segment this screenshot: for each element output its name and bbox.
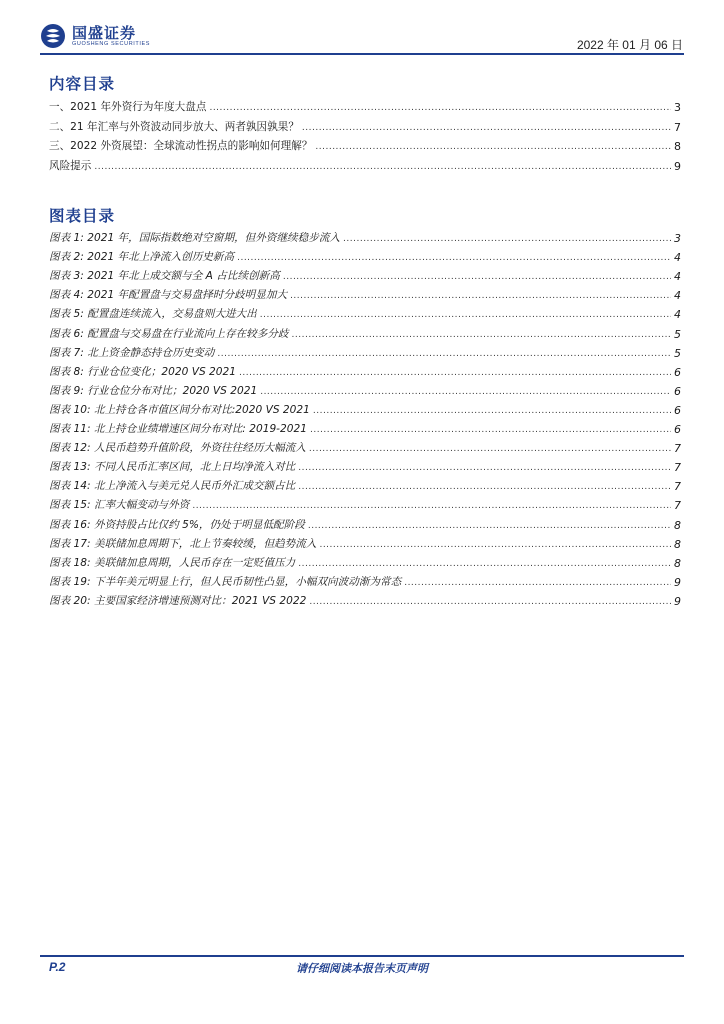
dot-leader (315, 141, 671, 153)
toc-entry-label: 图表 19: 下半年美元明显上行，但人民币韧性凸显，小幅双向波动渐为常态 (49, 575, 402, 588)
toc-entry-label: 二、21 年汇率与外资波动同步放大、两者孰因孰果？ (49, 120, 299, 133)
dot-leader (260, 386, 671, 398)
toc-entry-page: 7 (674, 120, 681, 134)
toc-entry-page: 8 (674, 537, 681, 551)
figure-toc-entry[interactable] (49, 589, 681, 608)
dot-leader (217, 348, 671, 360)
toc-entry-page: 8 (674, 518, 681, 532)
logo-text (72, 25, 150, 48)
toc-entry-page: 3 (674, 232, 681, 246)
dot-leader (192, 500, 671, 512)
dot-leader (94, 161, 671, 173)
dot-leader (309, 596, 671, 608)
toc-entry-page: 6 (674, 423, 681, 437)
toc-entry-label: 图表 13: 不同人民币汇率区间，北上日均净流入对比 (49, 461, 296, 474)
toc-entry-label: 图表 16: 外资持股占比仅约 5%，仍处于明显低配阶段 (49, 518, 305, 531)
dot-leader (404, 577, 671, 589)
toc-entry-label: 图表 3: 2021 年北上成交额与全 A 占比续创新高 (49, 270, 280, 283)
figure-toc-entry[interactable] (49, 264, 681, 283)
toc-entry-label: 图表 9: 行业仓位分布对比；2020 VS 2021 (49, 384, 258, 397)
toc-entry-label: 一、2021 年外资行为年度大盘点 (49, 100, 207, 113)
toc-entry-label: 图表 2: 2021 年北上净流入创历史新高 (49, 251, 235, 264)
content-toc-title: 内容目录 (49, 75, 116, 93)
toc-entry-page: 9 (674, 160, 681, 174)
figure-toc-entry[interactable] (49, 245, 681, 264)
toc-entry-page: 3 (674, 100, 681, 114)
figure-toc-title: 图表目录 (49, 207, 116, 225)
footer-divider (40, 955, 684, 957)
company-logo (40, 22, 150, 50)
figure-toc-entry[interactable] (49, 398, 681, 417)
toc-entry-page: 7 (674, 499, 681, 513)
dot-leader (319, 539, 671, 551)
dot-leader (310, 424, 671, 436)
toc-entry-page: 8 (674, 556, 681, 570)
disclaimer-note: 请仔细阅读本报告末页声明 (296, 962, 428, 975)
dot-leader (309, 443, 671, 455)
toc-entry-label: 图表 15: 汇率大幅变动与外资 (49, 499, 190, 512)
toc-entry-label: 图表 6: 配置盘与交易盘在行业流向上存在较多分歧 (49, 327, 289, 340)
toc-entry-label: 图表 20: 主要国家经济增速预测对比：2021 VS 2022 (49, 594, 307, 607)
toc-entry-page: 6 (674, 365, 681, 379)
toc-entry-label: 图表 14: 北上净流入与美元兑人民币外汇成交额占比 (49, 480, 296, 493)
dot-leader (290, 290, 671, 302)
toc-entry-page: 5 (674, 327, 681, 341)
toc-entry-label: 图表 18: 美联储加息周期，人民币存在一定贬值压力 (49, 556, 296, 569)
figure-toc-entry[interactable] (49, 532, 681, 551)
content-toc-entry[interactable] (49, 94, 681, 114)
guosheng-logo-icon (40, 23, 66, 49)
figure-toc-entry[interactable] (49, 551, 681, 570)
figure-toc-entry[interactable] (49, 417, 681, 436)
figure-toc-entry[interactable] (49, 493, 681, 512)
toc-entry-page: 6 (674, 384, 681, 398)
toc-entry-page: 4 (674, 289, 681, 303)
figure-toc-entry[interactable] (49, 360, 681, 379)
page-number: P.2 (49, 960, 66, 974)
dot-leader (313, 405, 671, 417)
dot-leader (239, 367, 671, 379)
toc-entry-label: 图表 8: 行业仓位变化；2020 VS 2021 (49, 365, 237, 378)
dot-leader (308, 520, 671, 532)
brand-name-en: GUOSHENG SECURITIES (72, 40, 151, 47)
dot-leader (298, 481, 671, 493)
dot-leader (283, 271, 671, 283)
figure-toc-entry[interactable] (49, 283, 681, 302)
brand-name-cn: 国盛证券 (72, 23, 137, 42)
dot-leader (237, 252, 671, 264)
figure-toc-entry[interactable] (49, 341, 681, 360)
page-header (0, 0, 724, 56)
figure-toc-entry[interactable] (49, 512, 681, 531)
figure-toc-entry[interactable] (49, 321, 681, 340)
toc-entry-page: 4 (674, 251, 681, 265)
toc-entry-label: 风险提示 (49, 160, 92, 173)
toc-entry-label: 图表 11: 北上持仓业绩增速区间分布对比: 2019-2021 (49, 423, 307, 436)
figure-toc-entry[interactable] (49, 379, 681, 398)
dot-leader (292, 329, 671, 341)
toc-entry-page: 7 (674, 480, 681, 494)
toc-entry-page: 9 (674, 594, 681, 608)
toc-entry-page: 6 (674, 403, 681, 417)
figure-toc-entry[interactable] (49, 226, 681, 245)
header-divider (40, 53, 684, 55)
content-toc-entry[interactable] (49, 134, 681, 154)
toc-entry-page: 7 (674, 461, 681, 475)
dot-leader (343, 233, 671, 245)
figure-toc-entry[interactable] (49, 455, 681, 474)
figure-toc-entry[interactable] (49, 474, 681, 493)
figure-toc-entry[interactable] (49, 436, 681, 455)
figure-toc-list (49, 226, 681, 608)
toc-entry-page: 9 (674, 575, 681, 589)
dot-leader (302, 122, 671, 134)
toc-entry-page: 4 (674, 270, 681, 284)
toc-entry-label: 图表 7: 北上资金静态持仓历史变动 (49, 346, 215, 359)
dot-leader (260, 309, 671, 321)
dot-leader (209, 102, 671, 114)
toc-entry-page: 7 (674, 442, 681, 456)
toc-entry-label: 图表 4: 2021 年配置盘与交易盘择时分歧明显加大 (49, 289, 288, 302)
figure-toc-entry[interactable] (49, 570, 681, 589)
content-toc-entry[interactable] (49, 114, 681, 134)
toc-entry-label: 图表 10: 北上持仓各市值区间分布对比:2020 VS 2021 (49, 403, 310, 416)
toc-entry-label: 三、2022 外资展望：全球流动性拐点的影响如何理解？ (49, 140, 313, 153)
dot-leader (298, 462, 671, 474)
content-toc-list (49, 94, 681, 173)
toc-entry-page: 8 (674, 140, 681, 154)
toc-entry-page: 4 (674, 308, 681, 322)
report-date: 2022 年 01 月 06 日 (576, 38, 683, 52)
figure-toc-entry[interactable] (49, 302, 681, 321)
content-toc-entry[interactable] (49, 153, 681, 173)
toc-entry-label: 图表 5: 配置盘连续流入，交易盘则大进大出 (49, 308, 257, 321)
dot-leader (298, 558, 671, 570)
toc-entry-label: 图表 1: 2021 年，国际指数绝对空窗期，但外资继续稳步流入 (49, 232, 341, 245)
toc-entry-label: 图表 17: 美联储加息周期下，北上节奏较缓，但趋势流入 (49, 537, 317, 550)
toc-entry-page: 5 (674, 346, 681, 360)
toc-entry-label: 图表 12: 人民币趋势升值阶段，外资往往经历大幅流入 (49, 442, 306, 455)
